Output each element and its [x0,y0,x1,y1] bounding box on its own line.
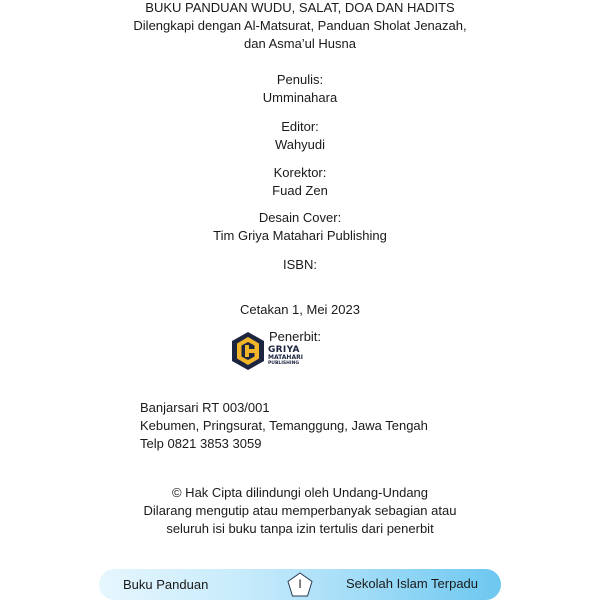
editor-value: Wahyudi [274,137,326,152]
address-line-1: Banjarsari RT 003/001 [140,400,270,415]
desain-cover-block [0,209,600,245]
address-line-2: Kebumen, Pringsurat, Temanggung, Jawa Tengah [140,418,428,433]
footer-left-text: Buku Panduan [123,577,209,592]
griya-matahari-logo-icon [230,331,266,371]
title-line-3: dan Asma’ul Husna [243,36,356,51]
footer-right-text: Sekolah Islam Terpadu [346,576,479,591]
address-line-3: Telp 0821 3853 3059 [140,436,262,451]
isbn-block [0,256,600,274]
logo-line-1: GRIYA [268,345,300,355]
editor-label: Editor: [281,119,319,134]
copyright-line-1: © Hak Cipta dilindungi oleh Undang-Undang [171,485,429,500]
penulis-label: Penulis: [276,72,324,87]
penulis-block [0,71,600,107]
isbn-label: ISBN: [283,257,317,272]
korektor-label: Korektor: [273,165,327,180]
korektor-block [0,164,600,200]
edition-text: Cetakan 1, Mei 2023 [240,302,360,317]
desain-cover-value: Tim Griya Matahari Publishing [213,228,387,243]
copyright-notice [0,484,600,538]
publisher-logo-wordmark [268,346,303,366]
editor-block [0,118,600,154]
publisher-label: Penerbit: [269,329,322,344]
logo-line-3: PUBLISHING [268,361,300,366]
page-number: I [298,577,302,591]
page-number-badge [286,571,314,599]
korektor-value: Fuad Zen [272,183,328,198]
desain-cover-label: Desain Cover: [258,210,342,225]
publisher-block [230,327,370,372]
logo-line-2: MATAHARI [268,354,303,361]
copyright-line-3: seluruh isi buku tanpa izin tertulis dari penerbit [166,521,434,536]
publisher-address [140,399,428,453]
title-line-2: Dilengkapi dengan Al-Matsurat, Panduan Sholat Jenazah, [133,18,467,33]
copyright-line-2: Dilarang mengutip atau memperbanyak sebagian atau [143,503,457,518]
penulis-value: Umminahara [262,90,338,105]
book-title [0,0,600,53]
title-line-1: BUKU PANDUAN WUDU, SALAT, DOA DAN HADITS [145,0,455,15]
edition-block [0,301,600,319]
